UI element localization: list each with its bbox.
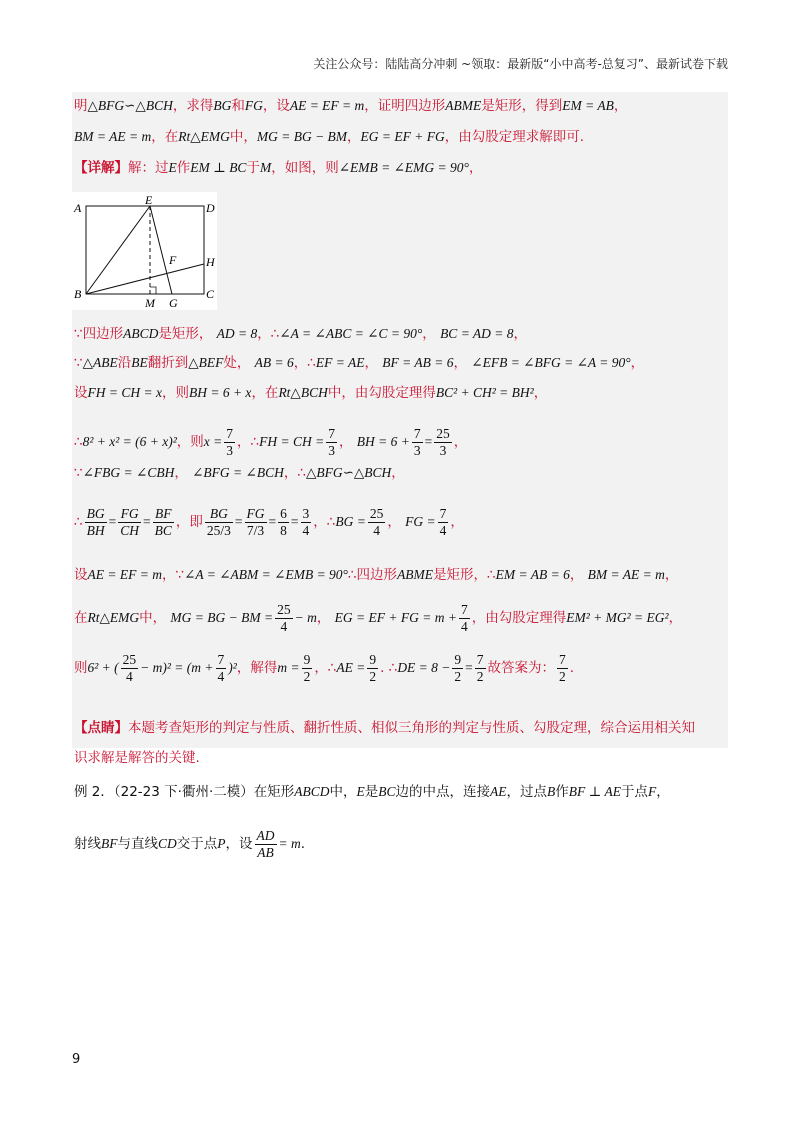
fraction-7-2-b: $\frac{7}{2}$	[559, 651, 566, 684]
point-label-e: E	[145, 193, 153, 207]
fraction-9-2: $\frac{9}{2}$	[303, 651, 311, 684]
page-number: 9	[72, 1052, 81, 1067]
point-label-d: D	[206, 201, 215, 215]
comment-line-1: 【点睛】本题考查矩形的判定与性质、翻折性质、相似三角形的判定与性质、勾股定理，综合运用相关知	[74, 720, 695, 736]
solution-line-7: ∴8² + x² = (6 + x)²，则x = $\frac{7}{3}$ ，∴FH = CH = $\frac{7}{3}$ ， BH = 6 + $\frac{7}{3}$ = $\frac{25}{3}$ ，	[74, 425, 468, 458]
fraction-9-2-b: $\frac{9}{2}$	[369, 651, 377, 684]
example-2-line-1: 例 2．（22-23 下·衢州·二模）在矩形ABCD中，E是BC边的中点，连接AE，过点B作BF ⊥ AE于点F，	[74, 784, 670, 800]
fraction-7-4-b: $\frac{7}{4}$	[460, 601, 468, 634]
fraction-fg-ch: $\frac{FG}{CH}$	[120, 505, 139, 538]
point-label-h: H	[206, 255, 215, 269]
solution-line-4: ∵四边形ABCD是矩形， AD = 8，∴∠A = ∠ABC = ∠C = 90°， BC = AD = 8，	[74, 326, 528, 342]
fraction-ad-ab: $\frac{AD}{AB}$	[256, 827, 275, 860]
point-label-c: C	[206, 287, 215, 301]
analysis-line-1: 明△BFG∽△BCH，求得BG和FG，设AE = EF = m，证明四边形ABME是矩形，得到EM = AB，	[74, 98, 628, 114]
fraction-7-3: $\frac{7}{3}$	[226, 425, 234, 458]
solution-line-12: 则6² + ( $\frac{25}{4}$ − m)² = (m + $\frac{7}{4}$ )²，解得m = $\frac{9}{2}$ ，∴AE = $\frac{9}{2}$ . ∴DE = 8 − $\frac{9}{2}$ = $\frac{7}{2}$ 故答案为： $\frac{7}{2}$ .	[74, 651, 575, 684]
detail-line: 【详解】解：过E作EM ⊥ BC于M，如图，则∠EMB = ∠EMG = 90°，	[74, 160, 483, 176]
rectangle-fold-figure	[72, 192, 217, 310]
fraction-9-2-c: $\frac{9}{2}$	[454, 651, 462, 684]
solution-line-9: ∴ $\frac{BG}{BH}$ = $\frac{FG}{CH}$ = $\frac{BF}{BC}$ ，即 $\frac{BG}{25/3}$ = $\frac{FG}{7/3}$ = $\frac{6}{8}$ = $\frac{3}{4}$ ，∴BG = $\frac{25}{4}$ ， FG = $\frac{7}{4}$ ，	[74, 505, 464, 538]
point-label-m: M	[145, 296, 155, 310]
analysis-line-2: BM = AE = m，在Rt△EMG中，MG = BG − BM，EG = EF + FG，由勾股定理求解即可.	[74, 129, 585, 145]
comment-line-2: 识求解是解答的关键.	[74, 750, 200, 766]
fraction-3-4: $\frac{3}{4}$	[302, 505, 310, 538]
point-label-f: F	[169, 253, 177, 267]
solution-line-8: ∵∠FBG = ∠CBH， ∠BFG = ∠BCH，∴△BFG∽△BCH，	[74, 465, 405, 481]
fraction-25-4-b: $\frac{25}{4}$	[277, 601, 291, 634]
fraction-bg-25-3: $\frac{BG}{25/3}$	[206, 505, 231, 538]
solution-line-11: 在Rt△EMG中， MG = BG − BM = $\frac{25}{4}$ − m， EG = EF + FG = m + $\frac{7}{4}$ ，由勾股定理得EM² + MG² = EG²，	[74, 601, 683, 634]
fraction-6-8: $\frac{6}{8}$	[280, 505, 287, 538]
point-label-a: A	[74, 201, 82, 215]
fraction-25-4: $\frac{25}{4}$	[369, 505, 384, 538]
fraction-fg-7-3: $\frac{FG}{7/3}$	[246, 505, 265, 538]
fraction-25-3: $\frac{25}{3}$	[436, 425, 450, 458]
point-label-g: G	[169, 296, 178, 310]
fraction-25-4-c: $\frac{25}{4}$	[122, 651, 137, 684]
fraction-7-2: $\frac{7}{2}$	[476, 651, 484, 684]
fraction-7-3-b: $\frac{7}{3}$	[328, 425, 335, 458]
fraction-7-4: $\frac{7}{4}$	[439, 505, 447, 538]
solution-line-10: 设AE = EF = m，∵∠A = ∠ABM = ∠EMB = 90°∴四边形ABME是矩形，∴EM = AB = 6， BM = AE = m，	[74, 567, 679, 583]
fraction-bf-bc: $\frac{BF}{BC}$	[154, 505, 172, 538]
fraction-7-3-c: $\frac{7}{3}$	[413, 425, 421, 458]
page-header: 关注公众号：陆陆高分冲刺 ~领取：最新版“小中高考-总复习”、最新试卷下载	[313, 57, 728, 71]
fraction-7-4-c: $\frac{7}{4}$	[217, 651, 225, 684]
solution-line-6: 设FH = CH = x，则BH = 6 + x，在Rt△BCH中，由勾股定理得BC² + CH² = BH²，	[74, 385, 548, 401]
solution-line-5: ∵△ABE沿BE翻折到△BEF处， AB = 6，∴EF = AE， BF = AB = 6， ∠EFB = ∠BFG = ∠A = 90°，	[74, 355, 645, 371]
fraction-bg-bh: $\frac{BG}{BH}$	[86, 505, 105, 538]
point-label-b: B	[74, 287, 82, 301]
example-2-line-2: 射线BF与直线CD交于点P，设 $\frac{AD}{AB}$ = m.	[74, 827, 306, 860]
